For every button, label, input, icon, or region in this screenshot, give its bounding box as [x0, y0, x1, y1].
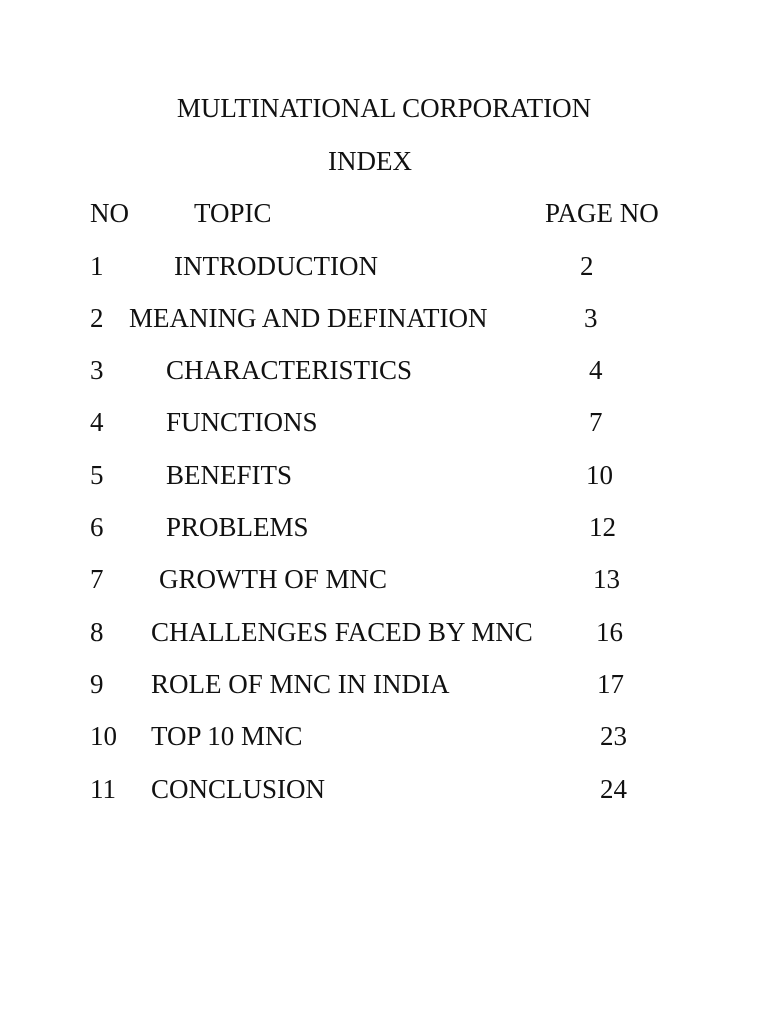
row-number: 2	[90, 303, 104, 333]
row-page: 2	[580, 251, 594, 281]
row-topic: ROLE OF MNC IN INDIA	[151, 669, 450, 699]
row-number: 10	[90, 721, 117, 751]
row-number: 11	[90, 774, 116, 804]
row-page: 7	[589, 407, 603, 437]
row-page: 24	[600, 774, 627, 804]
header-page-no: PAGE NO	[545, 198, 659, 228]
row-topic: CONCLUSION	[151, 774, 326, 804]
row-number: 6	[90, 512, 104, 542]
index-heading: INDEX	[328, 146, 412, 176]
row-topic: MEANING AND DEFINATION	[129, 303, 488, 333]
row-topic: BENEFITS	[166, 460, 293, 490]
row-topic: PROBLEMS	[166, 512, 309, 542]
row-page: 12	[589, 512, 616, 542]
row-topic: CHARACTERISTICS	[166, 355, 413, 385]
row-topic: TOP 10 MNC	[151, 721, 303, 751]
row-topic: INTRODUCTION	[174, 251, 378, 281]
row-number: 8	[90, 617, 104, 647]
row-page: 3	[584, 303, 598, 333]
row-number: 4	[90, 407, 104, 437]
row-number: 1	[90, 251, 104, 281]
header-no: NO	[90, 198, 129, 228]
row-page: 10	[586, 460, 613, 490]
row-page: 16	[596, 617, 623, 647]
header-topic: TOPIC	[194, 198, 272, 228]
row-topic: CHALLENGES FACED BY MNC	[151, 617, 533, 647]
row-page: 17	[597, 669, 624, 699]
row-number: 3	[90, 355, 104, 385]
row-number: 9	[90, 669, 104, 699]
row-page: 4	[589, 355, 603, 385]
row-page: 13	[593, 564, 620, 594]
document-title: MULTINATIONAL CORPORATION	[176, 93, 592, 123]
row-topic: GROWTH OF MNC	[159, 564, 388, 594]
row-number: 7	[90, 564, 104, 594]
row-page: 23	[600, 721, 627, 751]
row-number: 5	[90, 460, 104, 490]
row-topic: FUNCTIONS	[166, 407, 318, 437]
